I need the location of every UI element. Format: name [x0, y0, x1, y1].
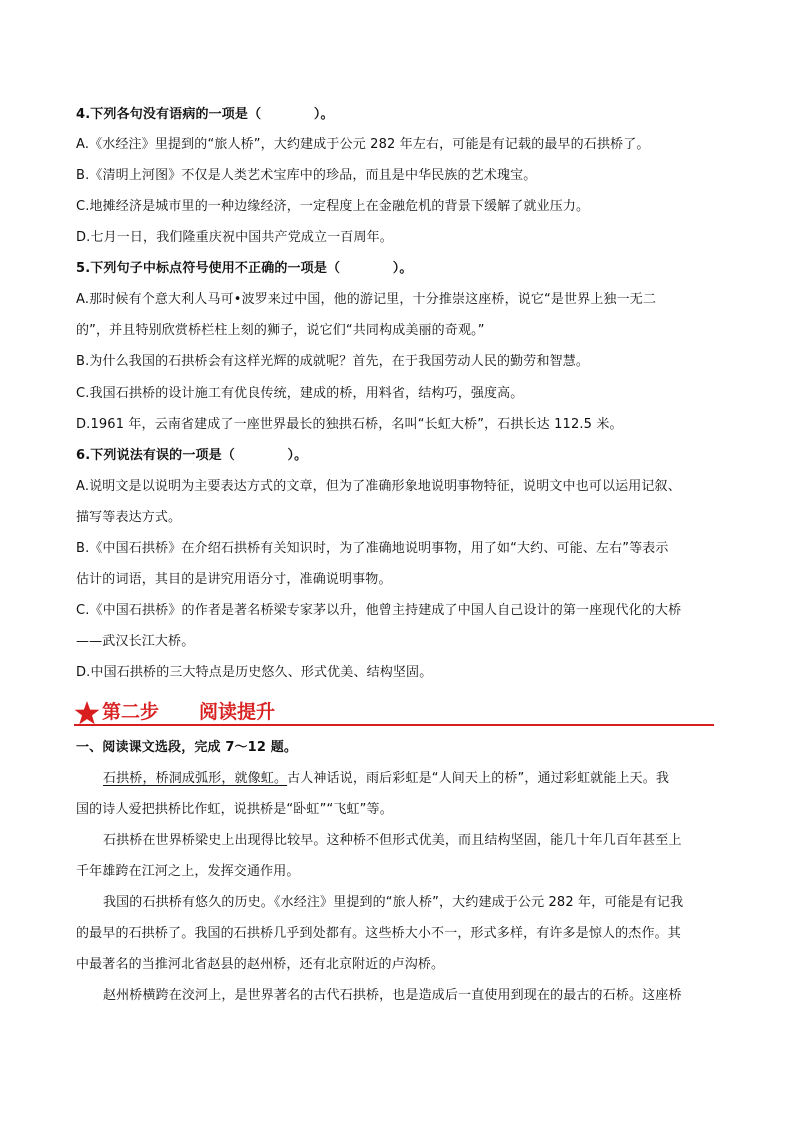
question-4-stem: 4.下列各句没有语病的一项是（ ）。 — [76, 107, 334, 122]
question-5-option-c: C.我国石拱桥的设计施工有优良传统，建成的桥，用料省，结构巧，强度高。 — [76, 386, 524, 401]
reading-paragraph-3-line1: 我国的石拱桥有悠久的历史。《水经注》里提到的“旅人桥”，大约建成于公元 282 年，可能是有记我 — [103, 895, 684, 910]
question-6-option-b-line1: B.《中国石拱桥》在介绍石拱桥有关知识时，为了准确地说明事物，用了如“大约、可能、左右”等表示 — [76, 541, 669, 556]
question-5-option-d: D.1961 年，云南省建成了一座世界最长的独拱石桥，名叫“长虹大桥”，石拱长达 112.5 米。 — [76, 417, 623, 432]
reading-paragraph-1-line1 — [103, 770, 669, 788]
question-5-option-b: B.为什么我国的石拱桥会有这样光辉的成就呢？首先，在于我国劳动人民的勤劳和智慧。 — [76, 354, 590, 369]
paragraph-1-rest: 古人神话说，雨后彩虹是“人间天上的桥”，通过彩虹就能上天。我 — [287, 771, 670, 786]
reading-heading: 一、阅读课文选段，完成 7～12 题。 — [76, 740, 298, 755]
reading-paragraph-3-line2: 的最早的石拱桥了。我国的石拱桥几乎到处都有。这些桥大小不一，形式多样，有许多是惊人的杰作。其 — [76, 926, 681, 941]
question-6-option-c-line1: C.《中国石拱桥》的作者是著名桥梁专家茅以升，他曾主持建成了中国人自己设计的第一座现代化的大桥 — [76, 603, 682, 618]
reading-paragraph-3-line3: 中最著名的当推河北省赵县的赵州桥，还有北京附近的卢沟桥。 — [76, 957, 445, 972]
question-4-option-c: C.地摊经济是城市里的一种边缘经济，一定程度上在金融危机的背景下缓解了就业压力。 — [76, 199, 590, 214]
question-6-stem: 6.下列说法有误的一项是（ ）。 — [76, 448, 308, 463]
section-underline — [74, 724, 714, 726]
section-title — [102, 700, 275, 724]
question-5-option-a-line2: 的”，并且特别欣赏桥栏柱上刻的狮子，说它们“共同构成美丽的奇观。” — [76, 323, 485, 338]
reading-paragraph-2-line1: 石拱桥在世界桥梁史上出现得比较早。这种桥不但形式优美，而且结构坚固，能几十年几百年甚至上 — [103, 833, 682, 848]
question-5-stem: 5.下列句子中标点符号使用不正确的一项是（ ）。 — [76, 261, 413, 276]
question-5-option-a-line1: A.那时候有个意大利人马可•波罗来过中国，他的游记里，十分推崇这座桥，说它“是世界上独一无二 — [76, 292, 657, 307]
question-4-option-d: D.七月一日，我们隆重庆祝中国共产党成立一百周年。 — [76, 230, 393, 245]
question-4-option-b: B.《清明上河图》不仅是人类艺术宝库中的珍品，而且是中华民族的艺术瑰宝。 — [76, 168, 537, 183]
red-star-icon — [74, 701, 100, 725]
reading-paragraph-1-line2: 国的诗人爱把拱桥比作虹，说拱桥是“卧虹”“飞虹”等。 — [76, 802, 393, 817]
question-6-option-b-line2: 估计的词语，其目的是讲究用语分寸，准确说明事物。 — [76, 572, 392, 587]
question-4-option-a: A.《水经注》里提到的“旅人桥”，大约建成于公元 282 年左右，可能是有记载的最早的石拱桥了。 — [76, 137, 650, 152]
reading-paragraph-4-line1: 赵州桥横跨在洨河上，是世界著名的古代石拱桥，也是造成后一直使用到现在的最古的石桥。这座桥 — [103, 988, 682, 1003]
question-6-option-c-line2: ——武汉长江大桥。 — [76, 634, 195, 649]
section-step-label: 第二步 — [102, 701, 160, 723]
reading-paragraph-2-line2: 千年雄跨在江河之上，发挥交通作用。 — [76, 864, 300, 879]
underlined-sentence: 石拱桥，桥洞成弧形，就像虹。 — [103, 771, 288, 786]
question-6-option-a-line1: A.说明文是以说明为主要表达方式的文章，但为了准确形象地说明事物特征，说明文中也可以运用记叙、 — [76, 479, 681, 494]
section-header — [74, 700, 714, 726]
question-6-option-a-line2: 描写等表达方式。 — [76, 510, 182, 525]
question-6-option-d: D.中国石拱桥的三大特点是历史悠久、形式优美、结构坚固。 — [76, 665, 433, 680]
section-name-label: 阅读提升 — [199, 701, 276, 723]
